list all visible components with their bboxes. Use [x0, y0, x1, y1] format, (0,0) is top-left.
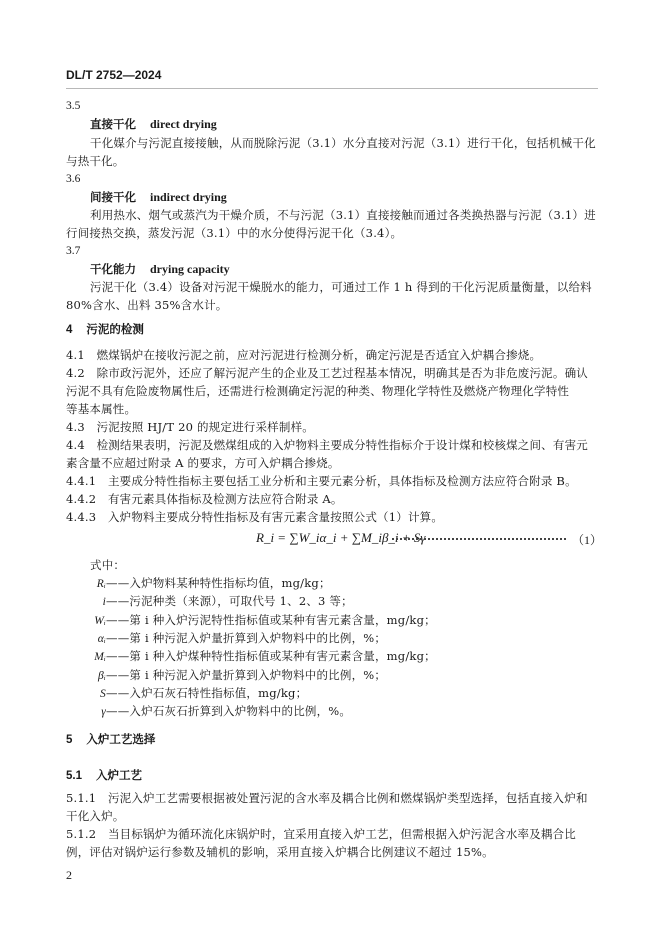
- paragraph-4-4-1: 4.4.1 主要成分特性指标主要包括工业分析和主要元素分析，具体指标及检测方法应符合附录 B。: [66, 474, 577, 488]
- variable-definition: [72, 630, 386, 647]
- term-cn: 间接干化: [90, 190, 136, 204]
- clause-number-3-7: 3.7: [66, 245, 81, 257]
- paragraph-4-3: 4.3 污泥按照 HJ/T 20 的规定进行采样制样。: [66, 420, 314, 434]
- paragraph-4-4: 4.4 检测结果表明，污泥及燃煤组成的入炉物料主要成分特性指标介于设计煤和校核煤之间、有害元: [66, 438, 588, 452]
- paragraph-5-1-1: 干化入炉。: [66, 809, 125, 823]
- paragraph-4-4: 素含量不应超过附录 A 的要求，方可入炉耦合掺烧。: [66, 456, 340, 470]
- section-number: 5: [66, 734, 73, 746]
- paragraph-4-2: 4.2 除市政污泥外，还应了解污泥产生的企业及工艺过程基本情况，明确其是否为非危废污泥。确认: [66, 366, 588, 380]
- variable-description: ——入炉物料某种特性指标均值，mg/kg；: [106, 576, 331, 590]
- variable-definition: [72, 685, 307, 702]
- variable-definition: [72, 667, 386, 684]
- variable-description: ——污泥种类（来源），可取代号 1、2、3 等；: [106, 594, 353, 609]
- section-title: 污泥的检测: [86, 322, 144, 336]
- term-en: drying capacity: [150, 262, 230, 276]
- variable-definition: [72, 648, 436, 665]
- section-heading-5: [66, 731, 155, 748]
- paragraph-5-1-1: 5.1.1 污泥入炉工艺需要根据被处置污泥的含水率及耦合比例和燃煤锅炉类型选择，包括直接入炉和: [66, 791, 588, 805]
- variable-symbol: Wᵢ: [94, 614, 106, 627]
- term-cn: 直接干化: [90, 117, 136, 131]
- formula-1: R_i = ∑W_iα_i + ∑M_iβ_i + Sγ: [256, 530, 426, 545]
- variable-description: ——第 i 种污泥入炉量折算到入炉物料中的比例，%；: [106, 630, 387, 645]
- paragraph-4-4-2: 4.4.2 有害元素具体指标及检测方法应符合附录 A。: [66, 492, 343, 506]
- term-cn: 干化能力: [90, 262, 136, 276]
- where-intro: 式中：: [90, 558, 126, 572]
- term-direct-drying: [90, 116, 217, 132]
- variable-symbol: γ: [101, 706, 106, 719]
- variable-symbol: Rᵢ: [96, 578, 106, 590]
- variable-description: ——第 i 种入炉煤种特性指标值或某种有害元素含量，mg/kg；: [106, 649, 436, 664]
- variable-description: ——第 i 种入炉污泥特性指标值或某种有害元素含量，mg/kg；: [106, 612, 436, 627]
- paragraph-4-2: 污泥不具有危险废物属性后，还需进行检测确定污泥的种类、物理化学特性及燃烧产物理化学特性: [66, 384, 570, 398]
- paragraph-4-2: 等基本属性。: [66, 402, 137, 416]
- variable-symbol: S: [100, 687, 106, 700]
- term-en: indirect drying: [150, 190, 227, 204]
- definition-line: 80%含水、出料 35%含水计。: [66, 298, 228, 312]
- variable-symbol: αᵢ: [97, 632, 106, 645]
- standard-code-header: DL/T 2752—2024: [66, 68, 162, 82]
- paragraph-4-1: 4.1 燃煤锅炉在接收污泥之前，应对污泥进行检测分析，确定污泥是否适宜入炉耦合掺烧。: [66, 348, 542, 362]
- definition-line: 行间接热交换，蒸发污泥（3.1）中的水分使得污泥干化（3.4）。: [66, 226, 403, 240]
- variable-definition: [72, 575, 331, 592]
- variable-description: ——入炉石灰石折算到入炉物料中的比例，%。: [106, 704, 352, 719]
- variable-symbol: i: [102, 596, 106, 609]
- clause-number-3-5: 3.5: [66, 100, 81, 112]
- variable-definition: [72, 703, 351, 720]
- subsection-title: 入炉工艺: [96, 768, 142, 782]
- definition-line: 利用热水、烟气或蒸汽为干燥介质，不与污泥（3.1）直接接触而通过各类换热器与污泥（3.1）进: [90, 208, 596, 222]
- term-drying-capacity: [90, 261, 230, 277]
- variable-symbol: βᵢ: [98, 669, 106, 682]
- variable-description: ——入炉石灰石特性指标值，mg/kg；: [106, 685, 308, 700]
- variable-definition: [72, 612, 436, 629]
- variable-definition: [72, 593, 353, 610]
- term-en: direct drying: [150, 117, 217, 131]
- formula-number: （1）: [572, 533, 603, 547]
- term-indirect-drying: [90, 189, 227, 205]
- section-number: 4: [66, 324, 73, 336]
- definition-line: 污泥干化（3.4）设备对污泥干燥脱水的能力，可通过工作 1 h 得到的干化污泥质量衡量，以给料: [90, 280, 592, 294]
- paragraph-5-1-2: 5.1.2 当目标锅炉为循环流化床锅炉时，宜采用直接入炉工艺，但需根据入炉污泥含水率及耦合比: [66, 827, 576, 841]
- paragraph-4-4-3: 4.4.3 入炉物料主要成分特性指标及有害元素含量按照公式（1）计算。: [66, 510, 444, 524]
- definition-line: 干化媒介与污泥直接接触，从而脱除污泥（3.1）水分直接对污泥（3.1）进行干化，包括机械干化: [90, 136, 596, 150]
- subsection-heading-5-1: [66, 767, 142, 784]
- definition-line: 与热干化。: [66, 154, 125, 168]
- subsection-number: 5.1: [66, 770, 82, 782]
- section-heading-4: [66, 321, 144, 338]
- page-number: 2: [66, 868, 72, 882]
- header-divider: [66, 88, 598, 89]
- variable-symbol: Mᵢ: [94, 651, 106, 664]
- variable-description: ——第 i 种污泥入炉量折算到入炉物料中的比例，%；: [106, 667, 387, 682]
- formula-leader-dots: [392, 538, 566, 540]
- clause-number-3-6: 3.6: [66, 173, 81, 185]
- paragraph-5-1-2: 例，评估对锅炉运行参数及辅机的影响，采用直接入炉耦合比例建议不超过 15%。: [66, 845, 494, 859]
- section-title: 入炉工艺选择: [86, 732, 156, 746]
